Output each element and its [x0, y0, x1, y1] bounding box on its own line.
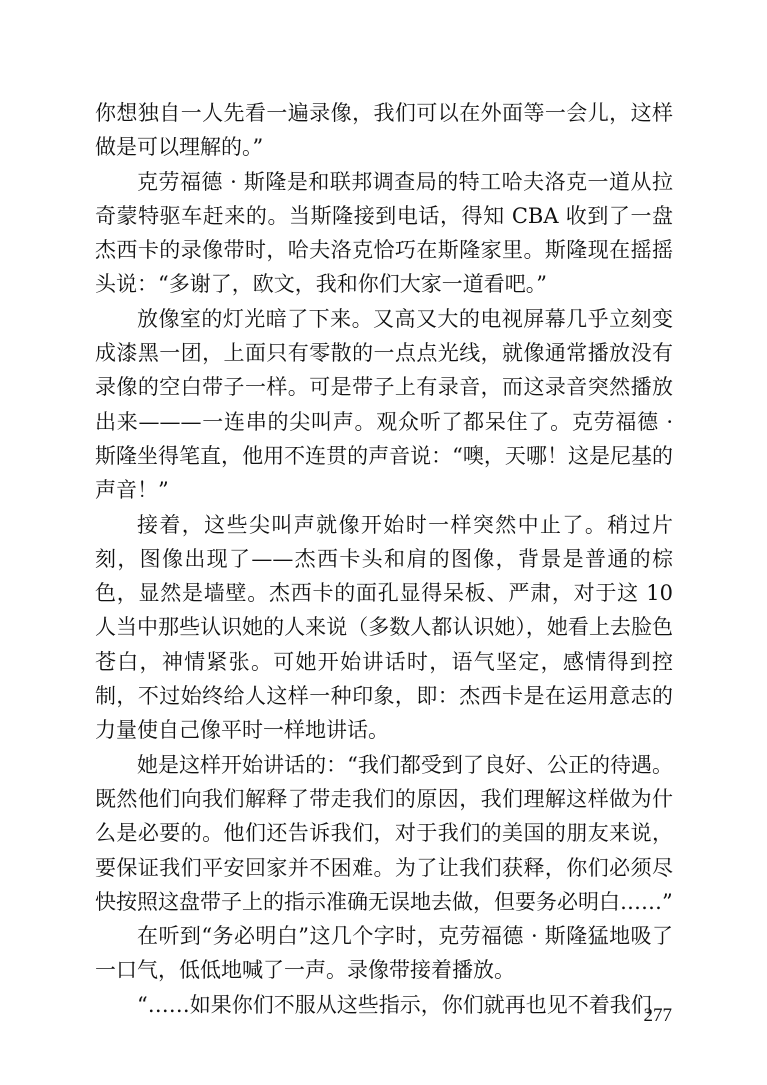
paragraph-4: 接着，这些尖叫声就像开始时一样突然中止了。稍过片刻，图像出现了——杰西卡头和肩的图像，背景是普通的棕色，显然是墙壁。杰西卡的面孔显得呆板、严肃，对于这 10 人当中那些认识她的人来说（多数人都认识她），她看上去脸色苍白，神情紧张。可她开始讲话时，语气坚定，感情得到控制，不过始终给人这样一种印象，即：杰西卡是在运用意志的力量使自己像平时一样地讲话。 — [95, 512, 673, 743]
page-number: 277 — [643, 1005, 672, 1026]
paragraph-7: “……如果你们不服从这些指示，你们就再也见不着我们 — [137, 992, 652, 1017]
paragraph-2: 克劳福德 · 斯隆是和联邦调查局的特工哈夫洛克一道从拉奇蒙特驱车赶来的。当斯隆接到电话，得知 CBA 收到了一盘杰西卡的录像带时，哈夫洛克恰巧在斯隆家里。斯隆现在摇摇头说：“多谢了，欧文，我和你们大家一道看吧。” — [95, 169, 673, 297]
paragraph-6: 在听到“务必明白”这几个字时，克劳福德 · 斯隆猛地吸了一口气，低低地喊了一声。录像带接着播放。 — [95, 924, 673, 983]
paragraph-1: 你想独自一人先看一遍录像，我们可以在外面等一会儿，这样做是可以理解的。” — [95, 101, 673, 160]
paragraph-5: 她是这样开始讲话的：“我们都受到了良好、公正的待遇。既然他们向我们解释了带走我们的原因，我们理解这样做为什么是必要的。他们还告诉我们，对于我们的美国的朋友来说，要保证我们平安回家并不困难。为了让我们获释，你们必须尽快按照这盘带子上的指示准确无误地去做，但要务必明白……” — [95, 752, 673, 914]
page-body — [95, 96, 673, 1022]
paragraph-3: 放像室的灯光暗了下来。又高又大的电视屏幕几乎立刻变成漆黑一团，上面只有零散的一点点光线，就像通常播放没有录像的空白带子一样。可是带子上有录音，而这录音突然播放出来———一连串的尖叫声。观众听了都呆住了。克劳福德 · 斯隆坐得笔直，他用不连贯的声音说：“噢，天哪！这是尼基的声音！” — [95, 306, 673, 503]
